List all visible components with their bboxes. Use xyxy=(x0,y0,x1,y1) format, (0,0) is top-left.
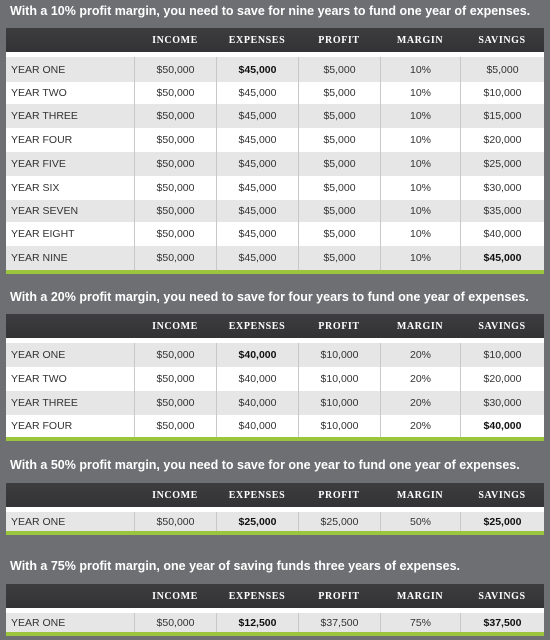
expenses-cell: $45,000 xyxy=(216,128,298,152)
header-expenses: EXPENSES xyxy=(228,590,286,602)
header-profit: PROFIT xyxy=(318,320,360,332)
row-label: YEAR TWO xyxy=(11,87,67,99)
margin-cell: 10% xyxy=(380,246,460,270)
table-row xyxy=(6,613,544,632)
income-cell: $50,000 xyxy=(134,367,216,391)
expenses-cell: $45,000 xyxy=(216,222,298,246)
row-label: YEAR FOUR xyxy=(11,420,73,432)
savings-cell: $20,000 xyxy=(460,367,544,391)
expenses-cell: $45,000 xyxy=(216,200,298,222)
header-expenses: EXPENSES xyxy=(228,489,286,501)
expenses-cell: $45,000 xyxy=(216,82,298,104)
table-row xyxy=(6,176,544,200)
savings-cell: $30,000 xyxy=(460,391,544,415)
savings-table xyxy=(6,314,544,441)
table-row xyxy=(6,367,544,391)
header-label-blank xyxy=(6,314,134,338)
margin-cell: 10% xyxy=(380,82,460,104)
savings-cell: $10,000 xyxy=(460,343,544,367)
table-row xyxy=(6,246,544,270)
profit-cell: $5,000 xyxy=(298,176,380,200)
margin-cell: 20% xyxy=(380,343,460,367)
header-income: INCOME xyxy=(152,489,198,501)
margin-cell: 20% xyxy=(380,367,460,391)
savings-cell: $15,000 xyxy=(460,104,544,128)
margin-cell: 10% xyxy=(380,57,460,82)
header-income: INCOME xyxy=(152,590,198,602)
header-profit: PROFIT xyxy=(318,489,360,501)
row-label: YEAR ONE xyxy=(11,515,66,528)
savings-cell: $5,000 xyxy=(460,57,544,82)
savings-table xyxy=(6,584,544,636)
accent-bar xyxy=(6,437,544,441)
margin-cell: 75% xyxy=(380,613,460,632)
profit-cell: $10,000 xyxy=(298,367,380,391)
accent-bar xyxy=(6,531,544,535)
savings-cell: $45,000 xyxy=(460,246,544,270)
expenses-cell: $45,000 xyxy=(216,104,298,128)
margin-cell: 20% xyxy=(380,415,460,437)
header-savings: SAVINGS xyxy=(478,320,526,332)
profit-cell: $10,000 xyxy=(298,391,380,415)
table-row xyxy=(6,415,544,437)
profit-cell: $5,000 xyxy=(298,152,380,176)
table-row xyxy=(6,391,544,415)
row-label: YEAR TWO xyxy=(11,373,67,385)
table-header xyxy=(6,28,544,52)
header-income: INCOME xyxy=(152,320,198,332)
savings-table xyxy=(6,28,544,274)
header-expenses: EXPENSES xyxy=(228,320,286,332)
income-cell: $50,000 xyxy=(134,391,216,415)
income-cell: $50,000 xyxy=(134,176,216,200)
savings-cell: $37,500 xyxy=(460,613,544,632)
row-label: YEAR ONE xyxy=(11,616,66,629)
income-cell: $50,000 xyxy=(134,82,216,104)
expenses-cell: $45,000 xyxy=(216,176,298,200)
margin-cell: 20% xyxy=(380,391,460,415)
profit-cell: $10,000 xyxy=(298,343,380,367)
table-row xyxy=(6,104,544,128)
header-label-blank xyxy=(6,28,134,52)
section-heading: With a 10% profit margin, you need to save for nine years to fund one year of expenses. xyxy=(10,4,531,18)
savings-cell: $30,000 xyxy=(460,176,544,200)
accent-bar xyxy=(6,632,544,636)
profit-cell: $10,000 xyxy=(298,415,380,437)
profit-cell: $5,000 xyxy=(298,128,380,152)
header-label-blank xyxy=(6,483,134,507)
section-heading: With a 20% profit margin, you need to save for four years to fund one year of expenses. xyxy=(10,290,529,304)
row-label: YEAR FOUR xyxy=(11,134,73,146)
header-label-blank xyxy=(6,584,134,608)
income-cell: $50,000 xyxy=(134,57,216,82)
header-savings: SAVINGS xyxy=(478,590,526,602)
table-row xyxy=(6,222,544,246)
profit-cell: $5,000 xyxy=(298,200,380,222)
savings-table xyxy=(6,483,544,535)
margin-cell: 10% xyxy=(380,222,460,246)
income-cell: $50,000 xyxy=(134,512,216,531)
expenses-cell: $40,000 xyxy=(216,415,298,437)
table-row xyxy=(6,200,544,222)
income-cell: $50,000 xyxy=(134,128,216,152)
header-profit: PROFIT xyxy=(318,34,360,46)
expenses-cell: $45,000 xyxy=(216,57,298,82)
income-cell: $50,000 xyxy=(134,200,216,222)
income-cell: $50,000 xyxy=(134,152,216,176)
header-profit: PROFIT xyxy=(318,590,360,602)
savings-cell: $35,000 xyxy=(460,200,544,222)
row-label: YEAR THREE xyxy=(11,110,78,122)
savings-cell: $25,000 xyxy=(460,152,544,176)
expenses-cell: $25,000 xyxy=(216,512,298,531)
savings-cell: $40,000 xyxy=(460,415,544,437)
expenses-cell: $12,500 xyxy=(216,613,298,632)
margin-cell: 10% xyxy=(380,104,460,128)
expenses-cell: $40,000 xyxy=(216,367,298,391)
accent-bar xyxy=(6,270,544,274)
margin-cell: 10% xyxy=(380,200,460,222)
income-cell: $50,000 xyxy=(134,343,216,367)
row-label: YEAR FIVE xyxy=(11,158,66,170)
header-margin: MARGIN xyxy=(396,34,444,46)
profit-cell: $5,000 xyxy=(298,246,380,270)
savings-cell: $20,000 xyxy=(460,128,544,152)
section-heading: With a 75% profit margin, one year of saving funds three years of expenses. xyxy=(10,559,461,573)
header-margin: MARGIN xyxy=(396,489,444,501)
profit-cell: $5,000 xyxy=(298,222,380,246)
table-row xyxy=(6,82,544,104)
row-label: YEAR THREE xyxy=(11,397,78,409)
margin-cell: 50% xyxy=(380,512,460,531)
savings-cell: $25,000 xyxy=(460,512,544,531)
income-cell: $50,000 xyxy=(134,104,216,128)
profit-cell: $5,000 xyxy=(298,104,380,128)
profit-cell: $37,500 xyxy=(298,613,380,632)
table-row xyxy=(6,57,544,82)
table-header xyxy=(6,483,544,507)
margin-cell: 10% xyxy=(380,152,460,176)
table-row xyxy=(6,512,544,531)
expenses-cell: $40,000 xyxy=(216,391,298,415)
income-cell: $50,000 xyxy=(134,222,216,246)
header-savings: SAVINGS xyxy=(478,34,526,46)
row-label: YEAR ONE xyxy=(11,349,66,361)
margin-cell: 10% xyxy=(380,128,460,152)
row-label: YEAR ONE xyxy=(11,63,66,76)
header-margin: MARGIN xyxy=(396,590,444,602)
table-row xyxy=(6,128,544,152)
header-margin: MARGIN xyxy=(396,320,444,332)
table-header xyxy=(6,584,544,608)
row-label: YEAR EIGHT xyxy=(11,228,75,240)
table-header xyxy=(6,314,544,338)
profit-cell: $5,000 xyxy=(298,82,380,104)
table-row xyxy=(6,152,544,176)
row-label: YEAR SIX xyxy=(11,182,60,194)
savings-cell: $10,000 xyxy=(460,82,544,104)
header-income: INCOME xyxy=(152,34,198,46)
expenses-cell: $45,000 xyxy=(216,152,298,176)
profit-cell: $5,000 xyxy=(298,57,380,82)
header-expenses: EXPENSES xyxy=(228,34,286,46)
expenses-cell: $45,000 xyxy=(216,246,298,270)
margin-cell: 10% xyxy=(380,176,460,200)
header-savings: SAVINGS xyxy=(478,489,526,501)
savings-cell: $40,000 xyxy=(460,222,544,246)
table-row xyxy=(6,343,544,367)
row-label: YEAR SEVEN xyxy=(11,205,79,217)
income-cell: $50,000 xyxy=(134,415,216,437)
income-cell: $50,000 xyxy=(134,246,216,270)
expenses-cell: $40,000 xyxy=(216,343,298,367)
row-label: YEAR NINE xyxy=(11,252,68,264)
income-cell: $50,000 xyxy=(134,613,216,632)
profit-cell: $25,000 xyxy=(298,512,380,531)
section-heading: With a 50% profit margin, you need to save for one year to fund one year of expenses. xyxy=(10,458,520,472)
